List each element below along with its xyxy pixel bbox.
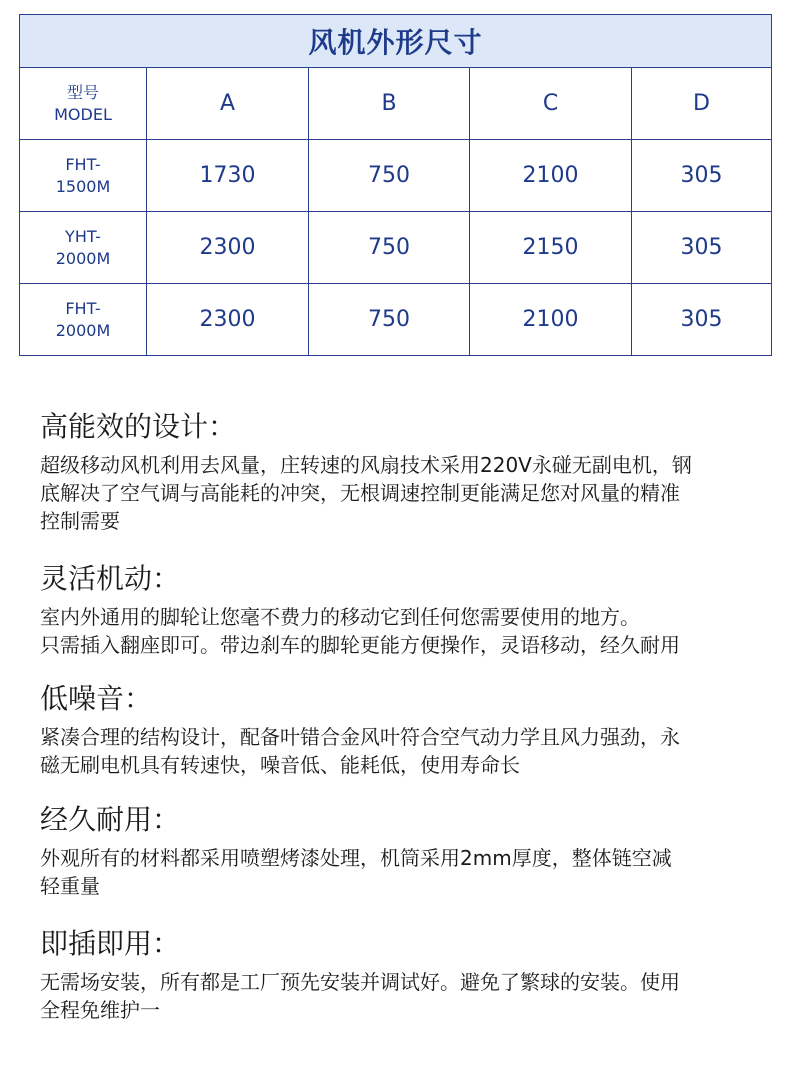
feature-high-efficiency (40, 405, 692, 535)
dimension-table (19, 14, 772, 356)
model-name-part2: 1500M (55, 176, 111, 196)
feature-plug-and-play (40, 922, 680, 1024)
feature-line: 超级移动风机利用去风量，庄转速的风扇技术采用220V永碰无副电机，钢 (40, 453, 692, 477)
value-cell-c: 2100 (470, 284, 632, 356)
feature-title: 高能效的设计： (40, 410, 237, 443)
feature-line: 只需插入翻座即可。带边刹车的脚轮更能方便操作，灵语移动，经久耐用 (40, 633, 680, 657)
value-cell-d: 305 (632, 140, 772, 212)
value-cell-d: 305 (632, 212, 772, 284)
feature-line: 磁无刷电机具有转速快，噪音低、能耗低，使用寿命长 (40, 753, 520, 777)
table-row (20, 212, 772, 284)
feature-description (40, 968, 680, 1024)
value-cell-a: 2300 (147, 212, 309, 284)
feature-line: 室内外通用的脚轮让您毫不费力的移动它到任何您需要使用的地方。 (40, 605, 640, 629)
feature-line: 外观所有的材料都采用喷塑烤漆处理，机筒采用2mm厚度，整体链空减 (40, 846, 672, 870)
feature-line: 控制需要 (40, 509, 120, 533)
feature-title: 低噪音： (40, 682, 153, 715)
value-cell-c: 2150 (470, 212, 632, 284)
feature-title: 经久耐用： (40, 803, 181, 836)
feature-line: 底解决了空气调与高能耗的冲突，无根调速控制更能满足您对风量的精准 (40, 481, 680, 505)
value-cell-c: 2100 (470, 140, 632, 212)
model-header-en: MODEL (54, 104, 112, 124)
feature-title: 即插即用： (40, 927, 181, 960)
column-header-b: B (309, 68, 470, 140)
feature-line: 全程免维护一 (40, 998, 160, 1022)
feature-durability (40, 798, 672, 900)
feature-line: 无需场安装，所有都是工厂预先安装并调试好。避免了繁球的安装。使用 (40, 970, 680, 994)
model-name-part1: FHT- (65, 298, 101, 318)
table-title: 风机外形尺寸 (20, 15, 772, 68)
feature-description (40, 723, 680, 779)
value-cell-b: 750 (309, 140, 470, 212)
model-name-part1: YHT- (65, 226, 101, 246)
feature-low-noise (40, 677, 680, 779)
model-name-part2: 2000M (55, 248, 111, 268)
value-cell-b: 750 (309, 212, 470, 284)
value-cell-b: 750 (309, 284, 470, 356)
model-cell (20, 284, 147, 356)
table-header-row (20, 68, 772, 140)
model-name-part1: FHT- (65, 154, 101, 174)
value-cell-a: 1730 (147, 140, 309, 212)
model-name-part2: 2000M (55, 320, 111, 340)
feature-mobility (40, 557, 680, 659)
value-cell-d: 305 (632, 284, 772, 356)
model-cell (20, 212, 147, 284)
value-cell-a: 2300 (147, 284, 309, 356)
column-header-d: D (632, 68, 772, 140)
feature-title: 灵活机动： (40, 562, 181, 595)
table-row (20, 140, 772, 212)
feature-description (40, 451, 692, 535)
table-row (20, 284, 772, 356)
model-column-header (20, 68, 147, 140)
column-header-a: A (147, 68, 309, 140)
feature-description (40, 603, 680, 659)
column-header-c: C (470, 68, 632, 140)
feature-line: 轻重量 (40, 874, 100, 898)
model-header-cn: 型号 (66, 82, 99, 102)
feature-description (40, 844, 672, 900)
feature-line: 紧凑合理的结构设计，配备叶错合金风叶符合空气动力学且风力强劲，永 (40, 725, 680, 749)
model-cell (20, 140, 147, 212)
